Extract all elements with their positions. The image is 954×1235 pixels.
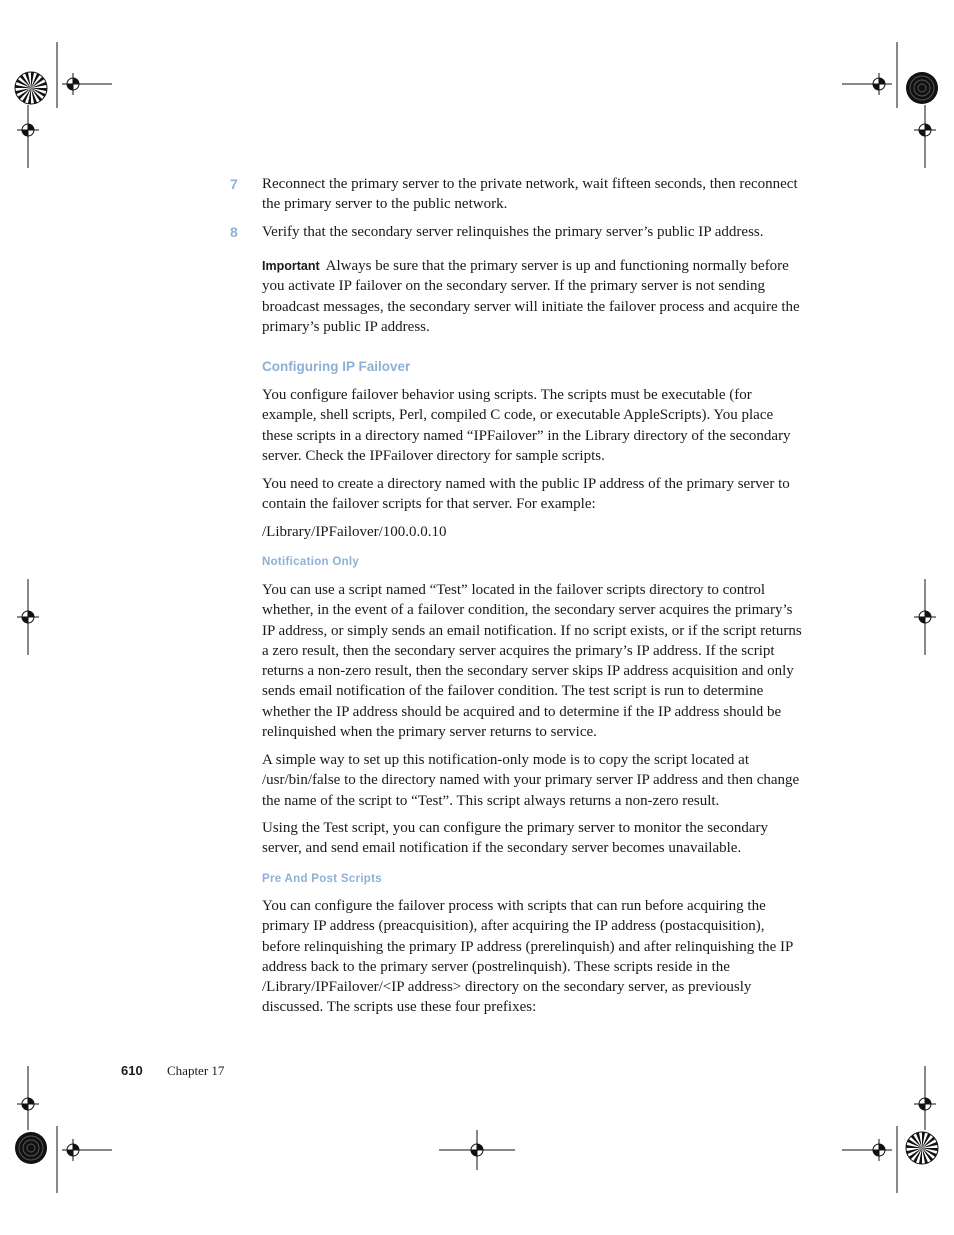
page-number: 610 xyxy=(121,1063,143,1078)
important-text: Always be sure that the primary server is up and functioning normally before you activate IP failover on the secondary server. If the primary server is not sending broadcast messages, the secondary server will initiate the failover process and acquire the primary’s public IP address. xyxy=(262,258,800,335)
chapter-label: Chapter 17 xyxy=(167,1063,225,1078)
important-note xyxy=(262,256,802,337)
step-text: Verify that the secondary server relinquishes the primary server’s public IP address. xyxy=(262,224,764,240)
paragraph: You need to create a directory named with the public IP address of the primary server to contain the failover scripts for that server. For example: xyxy=(262,476,790,513)
step-number: 7 xyxy=(230,176,238,192)
step-text: Reconnect the primary server to the private network, wait fifteen seconds, then reconnect the primary server to the public network. xyxy=(262,176,798,213)
paragraph: You can configure the failover process with scripts that can run before acquiring the primary IP address (preacquisition), after acquiring the IP address (postacquisition), before relinquishing the primary IP address (prerelinquish) and after relinquishing the IP address back to the primary server (postrelinquish). These scripts reside in the /Library/IPFailover/<IP address> directory on the secondary server, as previously discussed. The scripts use these four prefixes: xyxy=(262,898,793,1016)
subsection-heading: Notification Only xyxy=(262,556,360,568)
paragraph: You can use a script named “Test” located in the failover scripts directory to control whether, in the event of a failover condition, the secondary server acquires the primary’s IP address, or simply sends an email notification. If no script exists, or if the script returns a zero result, then the secondary server acquires the primary’s IP address. If the script returns a non-zero result, then the secondary server skips IP address acquisition and only sends email notification of the failover condition. The test script is run to determine whether the IP address should be acquired and to determine if the IP address should be relinquished when the primary server returns to service. xyxy=(262,582,802,741)
example-path: /Library/IPFailover/100.0.0.10 xyxy=(262,524,447,540)
step-number: 8 xyxy=(230,224,238,240)
important-label: Important xyxy=(262,259,320,273)
paragraph: A simple way to set up this notification-only mode is to copy the script located at /usr/bin/false to the directory named with your primary server IP address and then change the name of the script to “Test”. This script always returns a non-zero result. xyxy=(262,752,800,809)
page-footer xyxy=(121,1063,225,1079)
paragraph: You configure failover behavior using scripts. The scripts must be executable (for example, shell scripts, Perl, compiled C code, or executable AppleScripts). You place these scripts in a directory named “IPFailover” in the Library directory of the secondary server. Check the IPFailover directory for sample scripts. xyxy=(262,387,791,464)
section-heading: Configuring IP Failover xyxy=(262,359,411,374)
subsection-heading: Pre And Post Scripts xyxy=(262,873,382,885)
paragraph: Using the Test script, you can configure the primary server to monitor the secondary server, and send email notification if the secondary server becomes unavailable. xyxy=(262,820,769,857)
